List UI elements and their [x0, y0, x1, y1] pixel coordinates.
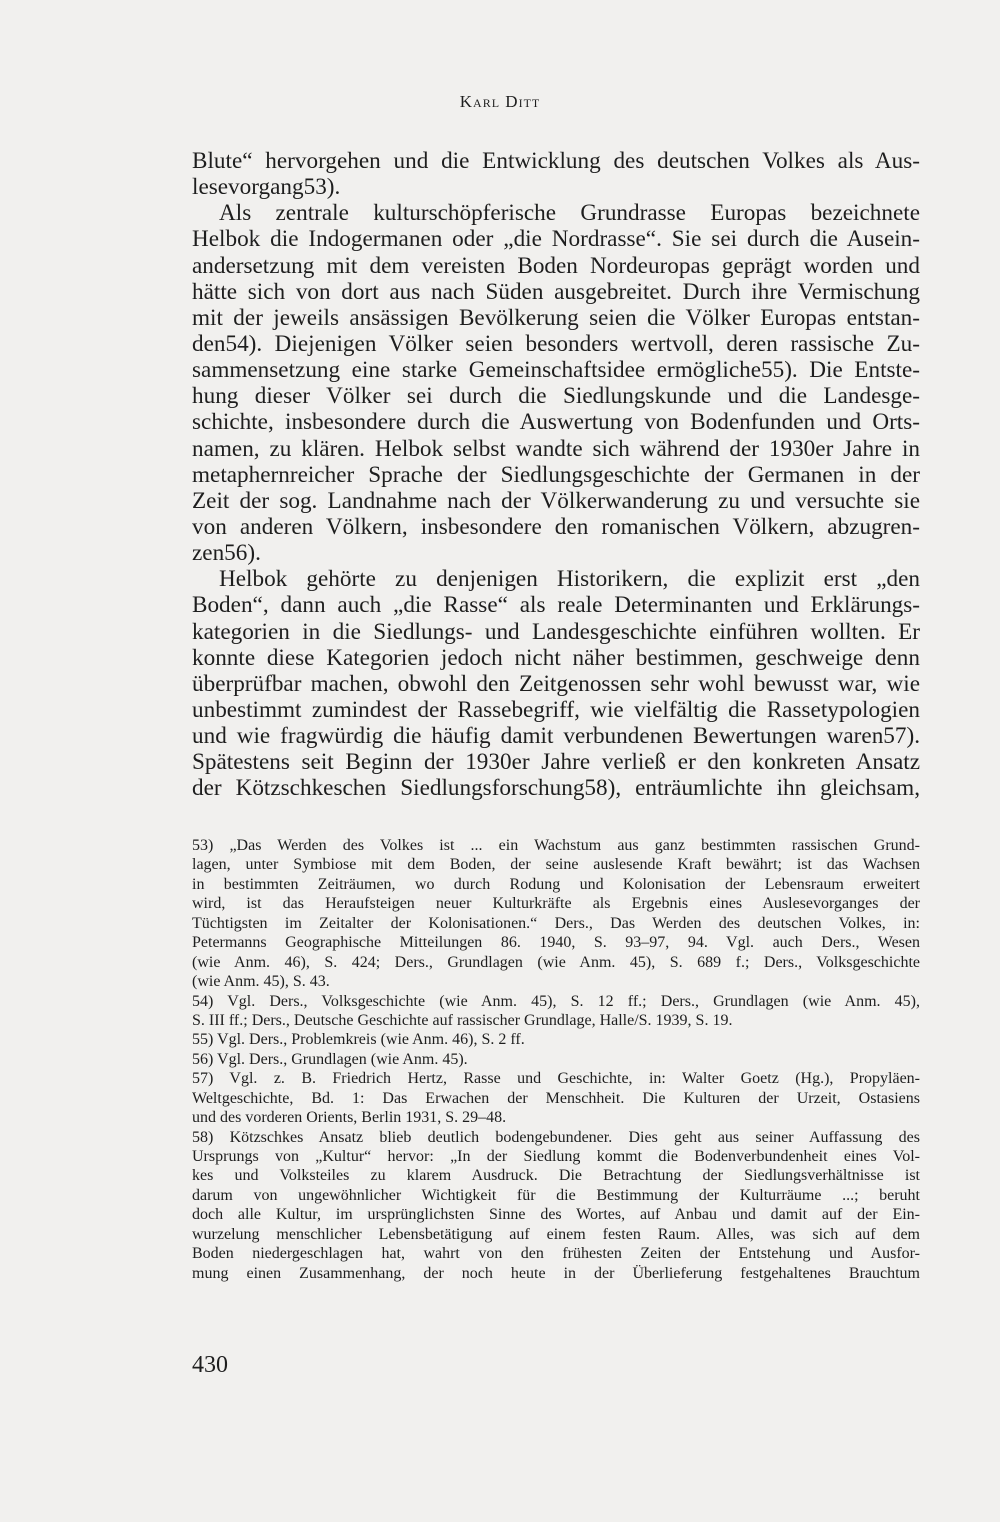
body-line: Spätestens seit Beginn der 1930er Jahre verließ er den konkreten Ansatz [192, 749, 920, 776]
footnote-line: 55) Vgl. Ders., Problemkreis (wie Anm. 46), S. 2 ff. [192, 1031, 525, 1049]
footnote-line: 58) Kötzschkes Ansatz blieb deutlich bodengebundener. Dies geht aus seiner Auffassung des [192, 1128, 920, 1146]
body-line: und wie fragwürdig die häufig damit verbundenen Bewertungen waren57). [192, 723, 920, 750]
footnote-line: darum von ungewöhnlicher Wichtigkeit für die Bestimmung der Kulturräume ...; beruht [192, 1186, 920, 1204]
footnote-line: lagen, unter Symbiose mit dem Boden, der seine auslesende Kraft bewährt; ist das Wachsen [192, 856, 920, 874]
footnote-line: kes und Volksteiles zu klarem Ausdruck. Die Betrachtung der Siedlungsverhältnisse ist [192, 1167, 920, 1185]
body-line: sammensetzung eine starke Gemeinschaftsidee ermögliche55). Die Entste- [192, 357, 920, 384]
body-line: der Kötzschkeschen Siedlungsforschung58), enträumlichte ihn gleichsam, [192, 775, 920, 802]
running-head: Karl Ditt [459, 92, 541, 111]
body-line: von anderen Völkern, insbesondere den romanischen Völkern, abzugren- [192, 513, 920, 540]
footnote-line: doch alle Kultur, im ursprünglichsten Sinne des Wortes, auf Anbau und damit auf der Ein- [192, 1206, 920, 1224]
body-line: überprüfbar machen, obwohl den Zeitgenossen sehr wohl bewusst war, wie [192, 670, 920, 697]
footnote-line: und des vorderen Orients, Berlin 1931, S. 29–48. [192, 1109, 507, 1127]
body-line: Helbok gehörte zu denjenigen Historikern, die explizit erst „den [219, 566, 920, 593]
footnote-line: 54) Vgl. Ders., Volksgeschichte (wie Anm. 45), S. 12 ff.; Ders., Grundlagen (wie Anm. 45), [192, 992, 920, 1010]
body-line: metaphernreicher Sprache der Siedlungsgeschichte der Germanen in der [192, 461, 920, 488]
body-line: namen, zu klären. Helbok selbst wandte sich während der 1930er Jahre in [192, 435, 920, 462]
body-line: Boden“, dann auch „die Rasse“ als reale Determinanten und Erklärungs- [192, 592, 920, 619]
footnote-line: Boden niedergeschlagen hat, wahrt von den frühesten Zeiten der Entstehung und Ausfor- [192, 1245, 920, 1263]
body-line: kategorien in die Siedlungs- und Landesgeschichte einführen wollten. Er [192, 618, 920, 645]
body-line: Zeit der sog. Landnahme nach der Völkerwanderung zu und versuchte sie [192, 487, 920, 514]
footnote-line: Tüchtigsten im Zeitalter der Kolonisationen.“ Ders., Das Werden des deutschen Volkes, in: [192, 914, 920, 932]
footnote-line: 57) Vgl. z. B. Friedrich Hertz, Rasse und Geschichte, in: Walter Goetz (Hg.), Propyläen- [192, 1070, 920, 1088]
body-line: hung dieser Völker sei durch die Siedlungskunde und die Landesge- [192, 383, 920, 410]
body-line: unbestimmt zumindest der Rassebegriff, wie vielfältig die Rassetypologien [192, 696, 920, 723]
footnote-line: in bestimmten Zeiträumen, wo durch Rodung und Kolonisation der Lebensraum erweitert [192, 875, 920, 893]
footnote-line: (wie Anm. 46), S. 424; Ders., Grundlagen (wie Anm. 45), S. 689 f.; Ders., Volksgeschichte [192, 953, 920, 971]
footnote-line: 53) „Das Werden des Volkes ist ... ein Wachstum aus ganz bestimmten rassischen Grund- [192, 837, 920, 854]
body-line: lesevorgang53). [192, 174, 341, 201]
body-line: andersetzung mit dem vereisten Boden Nordeuropas geprägt worden und [192, 252, 920, 279]
footnote-line: wurzelung menschlicher Lebensbetätigung auf einem festen Raum. Alles, was sich auf dem [192, 1225, 920, 1243]
body-line: konnte diese Kategorien jedoch nicht näher bestimmen, geschweige denn [192, 644, 920, 671]
body-line: Blute“ hervorgehen und die Entwicklung des deutschen Volkes als Aus- [192, 148, 920, 174]
body-line: den54). Diejenigen Völker seien besonders wertvoll, deren rassische Zu- [192, 330, 920, 357]
footnote-line: Petermanns Geographische Mitteilungen 86. 1940, S. 93–97, 94. Vgl. auch Ders., Wesen [192, 934, 920, 952]
body-line: zen56). [192, 540, 261, 567]
body-line: Helbok die Indogermanen oder „die Nordrasse“. Sie sei durch die Ausein- [192, 226, 920, 253]
body-line: hätte sich von dort aus nach Süden ausgebreitet. Durch ihre Vermischung [192, 278, 920, 305]
footnote-line: Ursprungs von „Kultur“ hervor: „In der Siedlung kommt die Bodenverbundenheit eines Vol- [192, 1148, 920, 1165]
body-text [192, 148, 920, 802]
body-line: Als zentrale kulturschöpferische Grundrasse Europas bezeichnete [219, 200, 920, 227]
footnote-line: wird, ist das Heraufsteigen neuer Kulturkräfte als Ergebnis eines Auslesevorganges der [192, 895, 920, 913]
footnote-line: S. III ff.; Ders., Deutsche Geschichte auf rassischer Grundlage, Halle/S. 1939, S. 19. [192, 1011, 733, 1029]
footnote-line: mung einen Zusammenhang, der noch heute in der Überlieferung festgehaltenes Brauchtum [192, 1264, 920, 1282]
body-line: schichte, insbesondere durch die Auswertung von Bodenfunden und Orts- [192, 409, 920, 436]
footnote-line: (wie Anm. 45), S. 43. [192, 973, 330, 991]
body-line: mit der jeweils ansässigen Bevölkerung seien die Völker Europas entstan- [192, 304, 920, 331]
footnote-line: 56) Vgl. Ders., Grundlagen (wie Anm. 45). [192, 1050, 468, 1068]
page-number: 430 [192, 1352, 228, 1378]
footnote-line: Weltgeschichte, Bd. 1: Das Erwachen der Menschheit. Die Kulturen der Urzeit, Ostasiens [192, 1089, 920, 1107]
footnotes [192, 836, 920, 1283]
